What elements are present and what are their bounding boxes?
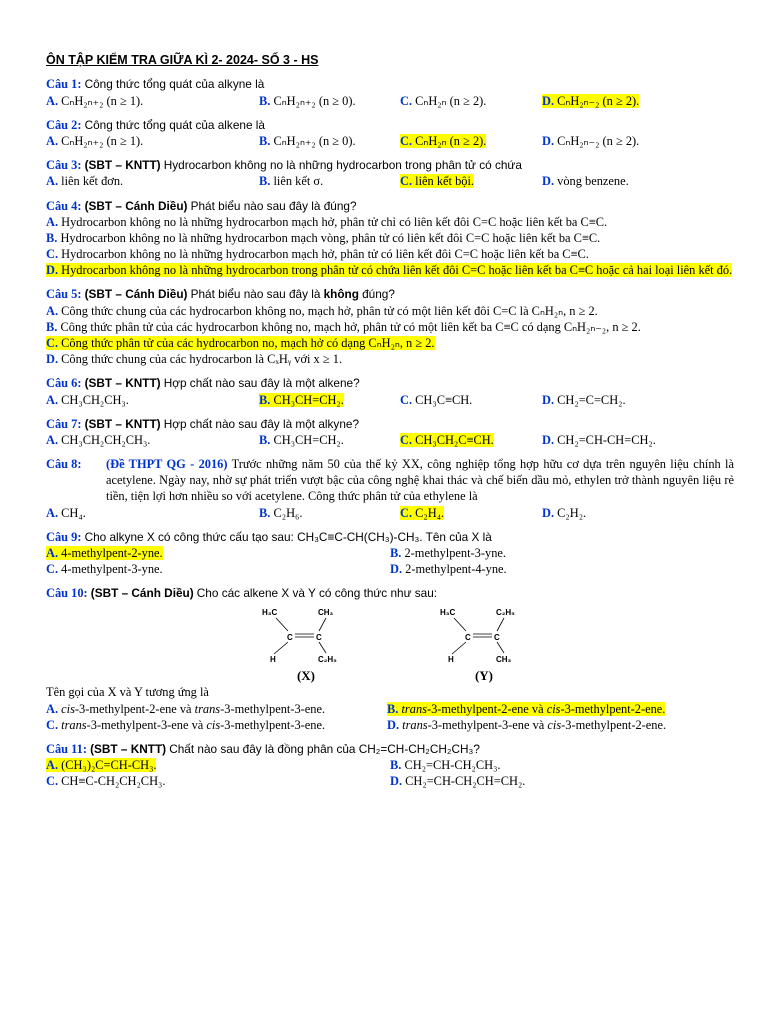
group-bottom-left: H — [448, 654, 454, 664]
document-title: ÔN TẬP KIỂM TRA GIỮA KÌ 2- 2024- SỐ 3 - HS — [46, 53, 319, 67]
option-c: C. CH₃CH₂C≡CH. — [400, 433, 494, 448]
option-b: B. CH₂=CH-CH₂CH₃. — [390, 758, 501, 773]
question-label: Câu 5: — [46, 287, 82, 302]
option-b: B. CₙH₂ₙ₊₂ (n ≥ 0). — [259, 134, 356, 149]
group-top-right: C₂H₅ — [496, 607, 515, 617]
option-a: A. CH₃CH₂CH₃. — [46, 392, 129, 407]
option-a: A. CₙH₂ₙ₊₂ (n ≥ 1). — [46, 134, 144, 149]
bond — [319, 618, 326, 631]
question-label: Câu 3: — [46, 158, 82, 173]
option-b: B. 2-methylpent-3-yne. — [390, 546, 506, 560]
option-c: C. liên kết bội. — [400, 174, 474, 189]
bond — [497, 618, 504, 631]
carbon-right: C — [316, 632, 322, 642]
option-d: D. CₙH₂ₙ₋₂ (n ≥ 2). — [542, 93, 640, 108]
question-source: (SBT – Cánh Diều) — [84, 287, 188, 302]
option-c: C. CₙH₂ₙ (n ≥ 2). — [400, 134, 487, 149]
question-source: (SBT – KNTT) — [90, 741, 167, 756]
question-source: (SBT – Cánh Diều) — [84, 198, 188, 213]
bond — [274, 642, 288, 654]
option-a: A. CH₃CH₂CH₂CH₃. — [46, 433, 151, 448]
option-a: A. Hydrocarbon không no là những hydrocarbon mạch hở, phân tử chỉ có liên kết đôi C=C hoặc liên kết ba C≡C. — [46, 214, 608, 229]
structure-y-label: (Y) — [474, 667, 494, 683]
question-text: Phát biểu nào sau đây là đúng? — [190, 198, 357, 213]
option-a: A. CₙH₂ₙ₊₂ (n ≥ 1). — [46, 93, 144, 108]
option-a: A. Công thức chung của các hydrocarbon không no, mạch hở, phân tử có một liên kết đôi C=C là CₙH₂ₙ, n ≥ 2. — [46, 303, 598, 318]
group-top-right: CH₃ — [318, 607, 334, 617]
option-c: C. CH≡C-CH₂CH₂CH₃. — [46, 774, 166, 789]
question-text: Hợp chất nào sau đây là một alkyne? — [163, 416, 360, 431]
option-c: C. Hydrocarbon không no là những hydrocarbon mạch hở, phân tử có liên kết đôi C=C hoặc liên kết ba C≡C. — [46, 247, 589, 262]
option-d: D. CH₂=CH-CH=CH₂. — [542, 433, 656, 448]
option-b: B. C₂H₆. — [259, 505, 303, 520]
question-followup: Tên gọi của X và Y tương ứng là — [46, 685, 209, 700]
question-text: Trước những năm 50 của thế kỷ XX, công nghiệp tổng hợp hữu cơ dựa trên nguyên liệu chính là acetylene. Ngày nay, nhờ sự phát triển vượt bậc của công nghệ khai thác và chế biến dầu mỏ, ethylen trở thành nguyên liệu rẻ tiền, tiện lợi hơn nhiều so với acetylene. Công thức phân tử của ethylene là — [106, 457, 734, 504]
question-source: (SBT – KNTT) — [84, 376, 161, 391]
bond — [454, 618, 466, 631]
question-source: (Đề THPT QG - 2016) — [106, 457, 228, 472]
structure-x-drawing — [256, 606, 356, 668]
group-top-left: H₃C — [262, 607, 278, 617]
question-label: Câu 4: — [46, 198, 82, 213]
option-d: D. Hydrocarbon không no là những hydrocarbon trong phân tử có chứa liên kết đôi C=C hoặc liên kết ba C≡C hoặc cả hai loại liên kết đó. — [46, 263, 733, 278]
question-label: Câu 2: — [46, 117, 82, 132]
structure-x-label: (X) — [296, 667, 316, 683]
option-b: B. Hydrocarbon không no là những hydrocarbon mạch vòng, phân tử có liên kết đôi C=C hoặc liên kết ba C≡C. — [46, 231, 601, 246]
option-a: A. liên kết đơn. — [46, 174, 124, 189]
bond — [276, 618, 288, 631]
bond — [452, 642, 466, 654]
question-3 — [46, 157, 734, 189]
option-d: D. CₙH₂ₙ₋₂ (n ≥ 2). — [542, 134, 640, 149]
option-d: D. C₂H₂. — [542, 505, 587, 520]
question-label: Câu 7: — [46, 416, 82, 431]
carbon-right: C — [494, 632, 500, 642]
structure-y — [434, 606, 534, 685]
option-b: B. Công thức phân tử của các hydrocarbon không no, mạch hở, phân tử có một liên kết ba C≡C có dạng CₙH₂ₙ₋₂, n ≥ 2. — [46, 319, 641, 334]
structure-x — [256, 606, 356, 685]
question-label: Câu 6: — [46, 376, 82, 391]
option-b: B. CH₃CH=CH₂. — [259, 392, 344, 407]
question-1 — [46, 76, 734, 108]
group-top-left: H₃C — [440, 607, 456, 617]
option-a: A. 4-methylpent-2-yne. — [46, 546, 163, 560]
option-a: A. cis-3-methylpent-2-ene và trans-3-methylpent-3-ene. — [46, 701, 326, 716]
option-d: D. CH₂=CH-CH₂CH=CH₂. — [390, 774, 526, 789]
group-bottom-right: C₂H₅ — [318, 654, 337, 664]
question-label: Câu 10: — [46, 586, 88, 601]
question-10 — [46, 585, 734, 733]
option-b: B. CH₃CH=CH₂. — [259, 433, 344, 448]
question-5: Câu 5: (SBT – Cánh Diều) Phát biểu nào sau đây là không đúng? A. Công thức chung của các hydrocarbon không no, mạch hở, phân tử có một liên kết đôi C=C là CₙH₂ₙ, n ≥ 2. B. Công thức phân tử của các hydrocarbon không no, mạch hở, phân tử có một liên kết ba C≡C có dạng CₙH₂ₙ₋₂, n ≥ 2. C. Công thức phân tử của các hydrocarbon no, mạch hở có dạng CₙH₂ₙ, n ≥ 2. D. Công thức chung của các hydrocarbon là CₓHᵧ với x ≥ 1. — [46, 286, 734, 367]
group-bottom-left: H — [270, 654, 276, 664]
bond — [497, 642, 504, 653]
option-d: D. vòng benzene. — [542, 174, 629, 189]
question-source: (SBT – KNTT) — [84, 416, 161, 431]
question-2 — [46, 117, 734, 149]
question-text: Hydrocarbon không no là những hydrocarbon trong phân tử có chứa — [163, 158, 522, 173]
option-b: B. liên kết σ. — [259, 174, 324, 189]
option-c: C. CH₃C≡CH. — [400, 392, 473, 407]
option-d: D. trans-3-methylpent-3-ene và cis-3-methylpent-2-ene. — [387, 717, 667, 732]
question-text: Hợp chất nào sau đây là một alkene? — [163, 376, 360, 391]
question-4 — [46, 198, 734, 279]
question-label: Câu 9: — [46, 529, 82, 544]
question-text: Chất nào sau đây là đồng phân của CH₂=CH-CH₂CH₂CH₃? — [169, 741, 480, 756]
carbon-left: C — [287, 632, 293, 642]
option-a: A. (CH₃)₂C=CH-CH₃. — [46, 758, 157, 773]
option-c: C. 4-methylpent-3-yne. — [46, 562, 163, 577]
question-text: Cho các alkene X và Y có công thức như sau: — [196, 586, 438, 601]
question-source: (SBT – Cánh Diều) — [90, 586, 194, 601]
question-7 — [46, 416, 734, 448]
question-label: Câu 1: — [46, 77, 82, 92]
option-d: D. 2-methylpent-4-yne. — [390, 562, 507, 577]
question-label: Câu 8: — [46, 457, 82, 472]
structure-y-drawing — [434, 606, 534, 668]
option-b: B. CₙH₂ₙ₊₂ (n ≥ 0). — [259, 93, 356, 108]
question-8 — [46, 456, 734, 521]
option-c: C. trans-3-methylpent-3-ene và cis-3-methylpent-3-ene. — [46, 717, 326, 732]
question-text: Công thức tổng quát của alkene là — [84, 117, 265, 132]
question-9 — [46, 529, 734, 578]
question-text: Công thức tổng quát của alkyne là — [84, 77, 265, 92]
structure-figures — [46, 606, 734, 685]
group-bottom-right: CH₃ — [496, 654, 512, 664]
question-11 — [46, 741, 734, 790]
question-6 — [46, 375, 734, 407]
option-a: A. CH₄. — [46, 505, 86, 520]
question-text: Cho alkyne X có công thức cấu tạo sau: CH₃C≡C-CH(CH₃)-CH₃. Tên của X là — [84, 529, 492, 544]
option-d: D. Công thức chung của các hydrocarbon là CₓHᵧ với x ≥ 1. — [46, 352, 343, 367]
option-c: C. Công thức phân tử của các hydrocarbon no, mạch hở có dạng CₙH₂ₙ, n ≥ 2. — [46, 336, 435, 351]
option-d: D. CH₂=C=CH₂. — [542, 392, 626, 407]
option-c: C. C₂H₄. — [400, 505, 445, 520]
option-c: C. CₙH₂ₙ (n ≥ 2). — [400, 93, 487, 108]
bond — [319, 642, 326, 653]
question-label: Câu 11: — [46, 741, 87, 756]
carbon-left: C — [465, 632, 471, 642]
question-source: (SBT – KNTT) — [84, 158, 161, 173]
option-b: B. trans-3-methylpent-2-ene và cis-3-methylpent-2-ene. — [387, 701, 666, 716]
